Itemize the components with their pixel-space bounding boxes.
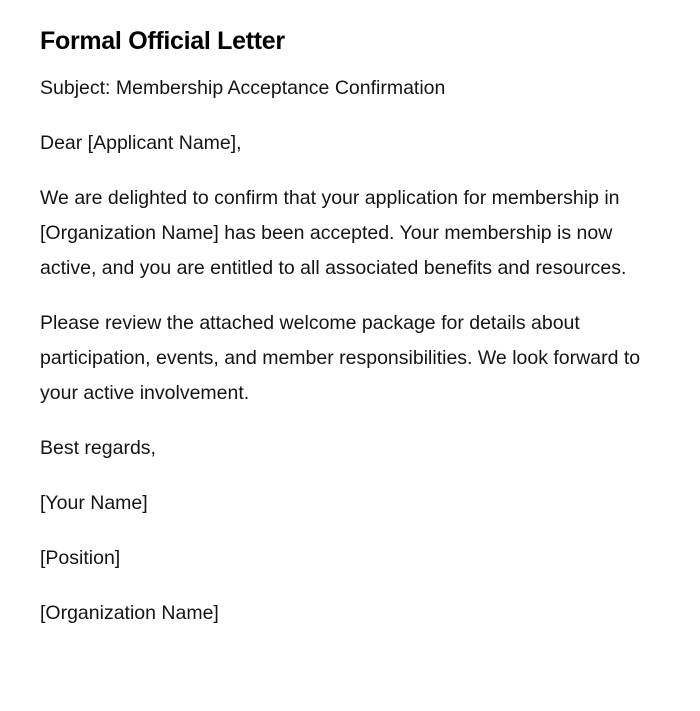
signature-name: [Your Name] [40, 492, 148, 514]
letter-closing: Best regards, [40, 437, 156, 459]
letter-subject: Subject: Membership Acceptance Confirmation [40, 77, 446, 99]
letter-body-paragraph-2: Please review the attached welcome package for details about participation, events, and member responsibilities. We look forward to your active involvement. [40, 312, 641, 404]
letter-body-paragraph-1: We are delighted to confirm that your application for membership in [Organization Name] has been accepted. Your membership is now active, and you are entitled to all associated benefits and resources. [40, 187, 627, 279]
letter-title: Formal Official Letter [40, 27, 285, 55]
letter-salutation: Dear [Applicant Name], [40, 132, 242, 154]
signature-organization: [Organization Name] [40, 602, 219, 624]
signature-position: [Position] [40, 547, 121, 569]
